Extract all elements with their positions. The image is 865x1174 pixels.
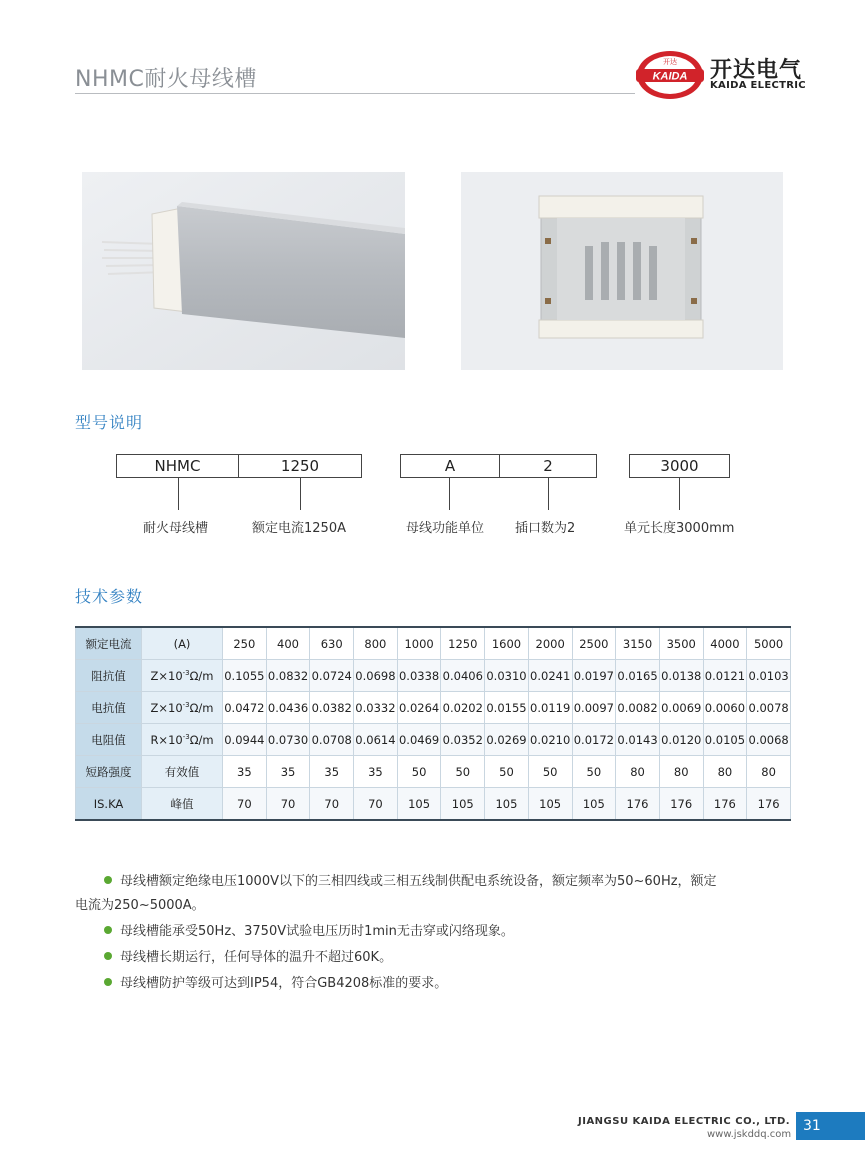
value-cell: 630 bbox=[310, 627, 354, 660]
value-cell: 35 bbox=[223, 756, 267, 788]
value-cell: 800 bbox=[354, 627, 398, 660]
list-item: 母线槽长期运行，任何导体的温升不超过60K。 bbox=[75, 946, 791, 970]
bullet-icon bbox=[104, 926, 112, 934]
value-cell: 2000 bbox=[528, 627, 572, 660]
value-cell: 80 bbox=[747, 756, 791, 788]
page-title: NHMC耐火母线槽 bbox=[75, 67, 257, 92]
model-label-function: 母线功能单位 bbox=[406, 521, 485, 536]
value-cell: 0.0119 bbox=[528, 692, 572, 724]
value-cell: 50 bbox=[572, 756, 616, 788]
row-name-cell: 电抗值 bbox=[76, 692, 142, 724]
value-cell: 1000 bbox=[397, 627, 441, 660]
model-box-series: NHMC bbox=[116, 454, 239, 478]
value-cell: 35 bbox=[354, 756, 398, 788]
value-cell: 80 bbox=[616, 756, 660, 788]
value-cell: 0.0730 bbox=[266, 724, 310, 756]
table-row bbox=[76, 660, 791, 692]
logo-name-cn: 开达电气 bbox=[710, 58, 803, 83]
value-cell: 4000 bbox=[703, 627, 747, 660]
value-cell: 0.0097 bbox=[572, 692, 616, 724]
value-cell: 105 bbox=[528, 788, 572, 821]
value-cell: 50 bbox=[397, 756, 441, 788]
value-cell: 0.0241 bbox=[528, 660, 572, 692]
value-cell: 0.0060 bbox=[703, 692, 747, 724]
value-cell: 0.0121 bbox=[703, 660, 747, 692]
footer-website[interactable]: www.jskddq.com bbox=[707, 1129, 792, 1140]
value-cell: 0.0352 bbox=[441, 724, 485, 756]
row-name-cell: 电阻值 bbox=[76, 724, 142, 756]
value-cell: 176 bbox=[616, 788, 660, 821]
bullet-icon bbox=[104, 978, 112, 986]
value-cell: 105 bbox=[485, 788, 529, 821]
value-cell: 0.0155 bbox=[485, 692, 529, 724]
model-leader-line bbox=[548, 478, 549, 510]
value-cell: 0.0614 bbox=[354, 724, 398, 756]
value-cell: 35 bbox=[310, 756, 354, 788]
list-item: 母线槽额定绝缘电压1000V以下的三相四线或三相五线制供配电系统设备，额定频率为50~60Hz，额定 bbox=[75, 870, 791, 894]
model-box-current: 1250 bbox=[238, 454, 362, 478]
value-cell: 105 bbox=[441, 788, 485, 821]
model-label-sockets: 插口数为2 bbox=[515, 521, 576, 536]
value-cell: 80 bbox=[703, 756, 747, 788]
model-label-length: 单元长度3000mm bbox=[624, 521, 735, 536]
value-cell: 400 bbox=[266, 627, 310, 660]
value-cell: 0.0078 bbox=[747, 692, 791, 724]
model-box-length: 3000 bbox=[629, 454, 730, 478]
bullet-icon bbox=[104, 876, 112, 884]
value-cell: 0.0082 bbox=[616, 692, 660, 724]
value-cell: 105 bbox=[397, 788, 441, 821]
value-cell: 70 bbox=[310, 788, 354, 821]
value-cell: 0.0406 bbox=[441, 660, 485, 692]
value-cell: 0.0332 bbox=[354, 692, 398, 724]
page-number: 31 bbox=[796, 1112, 865, 1140]
value-cell: 3500 bbox=[659, 627, 703, 660]
value-cell: 50 bbox=[528, 756, 572, 788]
value-cell: 0.1055 bbox=[223, 660, 267, 692]
value-cell: 0.0832 bbox=[266, 660, 310, 692]
value-cell: 0.0724 bbox=[310, 660, 354, 692]
value-cell: 0.0698 bbox=[354, 660, 398, 692]
value-cell: 0.0138 bbox=[659, 660, 703, 692]
value-cell: 70 bbox=[354, 788, 398, 821]
row-name-cell: 阻抗值 bbox=[76, 660, 142, 692]
value-cell: 50 bbox=[485, 756, 529, 788]
svg-text:KAIDA: KAIDA bbox=[652, 70, 688, 83]
value-cell: 0.0382 bbox=[310, 692, 354, 724]
value-cell: 0.0120 bbox=[659, 724, 703, 756]
value-cell: 0.0068 bbox=[747, 724, 791, 756]
value-cell: 0.0103 bbox=[747, 660, 791, 692]
busway-cross-section-photo bbox=[461, 172, 783, 370]
row-unit-cell: 峰值 bbox=[142, 788, 223, 821]
header-divider bbox=[75, 93, 635, 94]
model-leader-line bbox=[300, 478, 301, 510]
busway-photo bbox=[82, 172, 405, 370]
model-box-sockets: 2 bbox=[499, 454, 597, 478]
row-name-cell: 额定电流 bbox=[76, 627, 142, 660]
value-cell: 0.0210 bbox=[528, 724, 572, 756]
value-cell: 0.0310 bbox=[485, 660, 529, 692]
table-row bbox=[76, 788, 791, 821]
value-cell: 35 bbox=[266, 756, 310, 788]
value-cell: 0.0264 bbox=[397, 692, 441, 724]
feature-list bbox=[75, 870, 791, 998]
value-cell: 0.0105 bbox=[703, 724, 747, 756]
model-box-function: A bbox=[400, 454, 500, 478]
value-cell: 70 bbox=[223, 788, 267, 821]
value-cell: 0.0338 bbox=[397, 660, 441, 692]
row-unit-cell: (A) bbox=[142, 627, 223, 660]
bullet-icon bbox=[104, 952, 112, 960]
value-cell: 80 bbox=[659, 756, 703, 788]
model-leader-line bbox=[178, 478, 179, 510]
value-cell: 0.0436 bbox=[266, 692, 310, 724]
value-cell: 250 bbox=[223, 627, 267, 660]
svg-text:开达: 开达 bbox=[663, 58, 677, 66]
value-cell: 176 bbox=[659, 788, 703, 821]
table-row bbox=[76, 692, 791, 724]
specs-heading: 技术参数 bbox=[75, 587, 144, 606]
value-cell: 176 bbox=[703, 788, 747, 821]
list-item-continuation: 电流为250~5000A。 bbox=[75, 898, 205, 913]
value-cell: 176 bbox=[747, 788, 791, 821]
value-cell: 1600 bbox=[485, 627, 529, 660]
value-cell: 0.0202 bbox=[441, 692, 485, 724]
model-label-current: 额定电流1250A bbox=[252, 521, 346, 536]
value-cell: 0.0472 bbox=[223, 692, 267, 724]
value-cell: 0.0469 bbox=[397, 724, 441, 756]
value-cell: 105 bbox=[572, 788, 616, 821]
value-cell: 0.0197 bbox=[572, 660, 616, 692]
specs-table bbox=[75, 626, 791, 821]
value-cell: 50 bbox=[441, 756, 485, 788]
table-row bbox=[76, 724, 791, 756]
row-unit-cell: $Z\times 10^{-3}\Omega/m$ bbox=[142, 660, 223, 692]
value-cell: 1250 bbox=[441, 627, 485, 660]
table-row bbox=[76, 627, 791, 660]
model-leader-line bbox=[679, 478, 680, 510]
value-cell: 0.0143 bbox=[616, 724, 660, 756]
value-cell: 3150 bbox=[616, 627, 660, 660]
row-name-cell: IS.KA bbox=[76, 788, 142, 821]
value-cell: 0.0269 bbox=[485, 724, 529, 756]
row-unit-cell: $R\times 10^{-3}\Omega/m$ bbox=[142, 724, 223, 756]
model-heading: 型号说明 bbox=[75, 413, 144, 432]
model-leader-line bbox=[449, 478, 450, 510]
value-cell: 70 bbox=[266, 788, 310, 821]
footer-company: JIANGSU KAIDA ELECTRIC CO., LTD. bbox=[578, 1116, 791, 1127]
value-cell: 0.0944 bbox=[223, 724, 267, 756]
list-item: 母线槽防护等级可达到IP54，符合GB4208标准的要求。 bbox=[75, 972, 791, 996]
kaida-seal-icon bbox=[634, 49, 714, 101]
row-unit-cell: $Z\times 10^{-3}\Omega/m$ bbox=[142, 692, 223, 724]
value-cell: 0.0165 bbox=[616, 660, 660, 692]
model-label-series: 耐火母线槽 bbox=[143, 521, 209, 536]
value-cell: 0.0172 bbox=[572, 724, 616, 756]
value-cell: 5000 bbox=[747, 627, 791, 660]
value-cell: 2500 bbox=[572, 627, 616, 660]
table-row bbox=[76, 756, 791, 788]
row-unit-cell: 有效值 bbox=[142, 756, 223, 788]
list-item: 母线槽能承受50Hz、3750V试验电压历时1min无击穿或闪络现象。 bbox=[75, 920, 791, 944]
value-cell: 0.0069 bbox=[659, 692, 703, 724]
logo-name-en: KAIDA ELECTRIC bbox=[710, 80, 806, 91]
row-name-cell: 短路强度 bbox=[76, 756, 142, 788]
value-cell: 0.0708 bbox=[310, 724, 354, 756]
